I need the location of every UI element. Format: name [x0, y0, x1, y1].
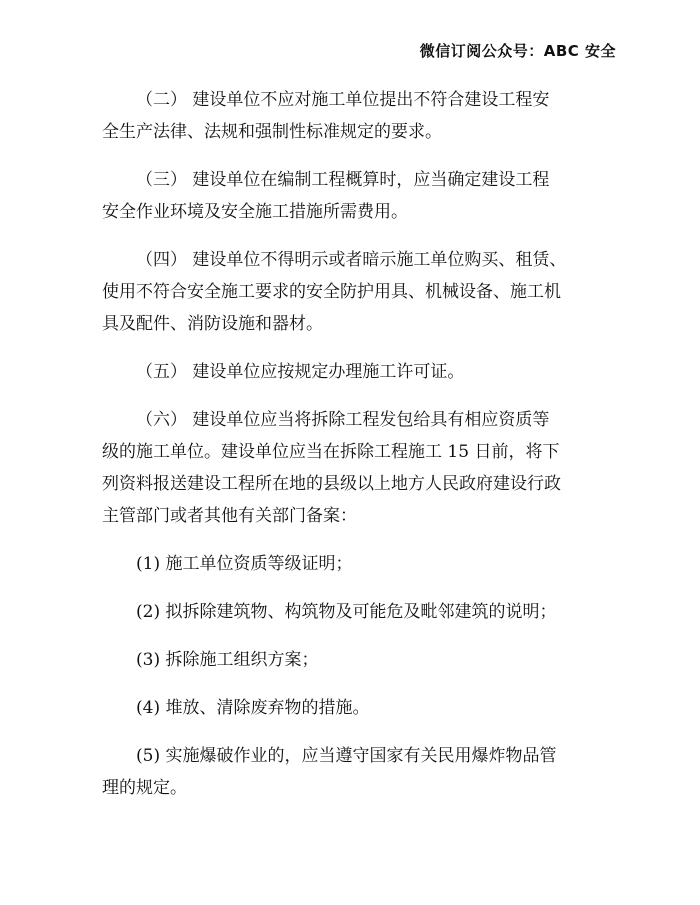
list-item-line: (2) 拟拆除建筑物、构筑物及可能危及毗邻建筑的说明；: [136, 602, 557, 622]
list-item-3: [102, 644, 622, 676]
paragraph-line: 列资料报送建设工程所在地的县级以上地方人民政府建设行政: [102, 474, 561, 494]
document-body: [102, 84, 622, 820]
paragraph-3: [102, 164, 622, 228]
paragraph-5: [102, 356, 622, 388]
paragraph-2: [102, 84, 622, 148]
paragraph-line: （五） 建设单位应按规定办理施工许可证。: [136, 362, 465, 382]
list-item-line: 理的规定。: [102, 778, 187, 798]
paragraph-line: （三） 建设单位在编制工程概算时，应当确定建设工程: [136, 170, 550, 190]
wechat-account-header: 微信订阅公众号：ABC 安全: [419, 42, 616, 60]
list-item-2: [102, 596, 622, 628]
paragraph-line: （二） 建设单位不应对施工单位提出不符合建设工程安: [136, 90, 550, 110]
paragraph-line: 级的施工单位。建设单位应当在拆除工程施工 15 日前，将下: [102, 442, 560, 462]
paragraph-4: [102, 244, 622, 340]
list-item-line: (4) 堆放、清除废弃物的措施。: [136, 698, 370, 718]
paragraph-line: （四） 建设单位不得明示或者暗示施工单位购买、租赁、: [136, 250, 567, 270]
paragraph-line: 使用不符合安全施工要求的安全防护用具、机械设备、施工机: [102, 282, 561, 302]
paragraph-line: （六） 建设单位应当将拆除工程发包给具有相应资质等: [136, 410, 550, 430]
list-item-5: [102, 740, 622, 804]
list-item-line: (5) 实施爆破作业的，应当遵守国家有关民用爆炸物品管: [136, 746, 557, 766]
paragraph-line: 安全作业环境及安全施工措施所需费用。: [102, 202, 408, 222]
paragraph-line: 具及配件、消防设施和器材。: [102, 314, 323, 334]
list-item-1: [102, 548, 622, 580]
paragraph-line: 主管部门或者其他有关部门备案：: [102, 506, 357, 526]
list-item-4: [102, 692, 622, 724]
paragraph-line: 全生产法律、法规和强制性标准规定的要求。: [102, 122, 442, 142]
list-item-line: (1) 施工单位资质等级证明；: [136, 554, 353, 574]
list-item-line: (3) 拆除施工组织方案；: [136, 650, 319, 670]
paragraph-6: [102, 404, 622, 532]
